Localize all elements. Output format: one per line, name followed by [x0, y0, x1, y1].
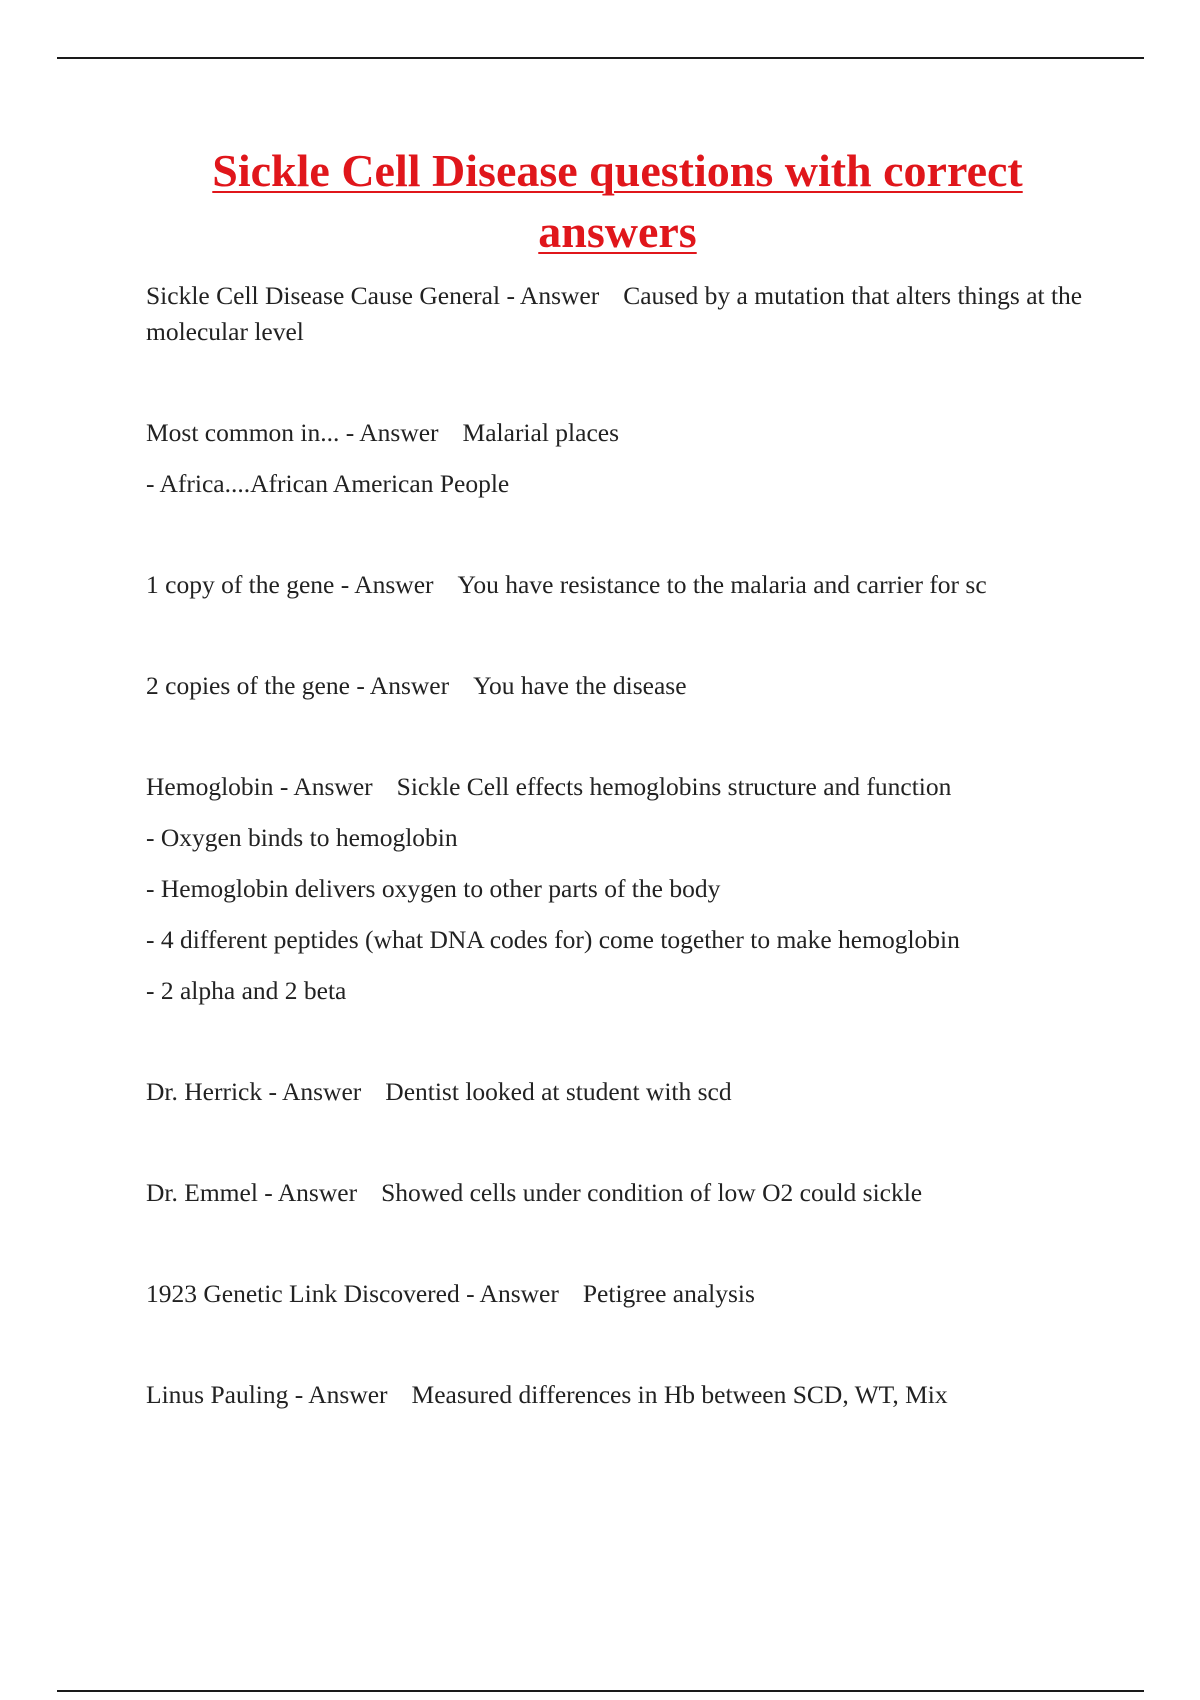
answer-label: - Answer	[288, 1380, 388, 1409]
qa-item	[146, 415, 1086, 502]
answer-text: Sickle Cell effects hemoglobins structure and function	[396, 772, 952, 801]
answer-label: - Answer	[459, 1279, 559, 1308]
qa-line	[146, 1175, 1086, 1211]
detail-line: - 2 alpha and 2 beta	[146, 976, 347, 1005]
answer-text: You have the disease	[473, 671, 687, 700]
bottom-rule	[57, 1690, 1144, 1692]
qa-line	[146, 1377, 1086, 1413]
answer-label: - Answer	[334, 570, 434, 599]
qa-line	[146, 1074, 1086, 1110]
answer-label: - Answer	[500, 281, 600, 310]
answer-text: Dentist looked at student with scd	[385, 1077, 732, 1106]
detail-line: - Africa....African American People	[146, 469, 510, 498]
qa-list	[146, 278, 1086, 1413]
answer-label: - Answer	[349, 671, 450, 700]
answer-text: Showed cells under condition of low O2 could sickle	[381, 1178, 923, 1207]
qa-line	[146, 1276, 1086, 1312]
qa-line	[146, 769, 1086, 805]
qa-item	[146, 668, 1086, 704]
answer-text: Malarial places	[462, 418, 620, 447]
qa-line	[146, 278, 1086, 350]
qa-item	[146, 1276, 1086, 1312]
qa-item	[146, 1377, 1086, 1413]
qa-item	[146, 1175, 1086, 1211]
answer-text: Measured differences in Hb between SCD, WT, Mix	[411, 1380, 948, 1409]
detail-line: - Oxygen binds to hemoglobin	[146, 823, 458, 852]
detail-line: - Hemoglobin delivers oxygen to other parts of the body	[146, 874, 721, 903]
question-text: Linus Pauling	[146, 1380, 289, 1409]
question-text: Sickle Cell Disease Cause General	[146, 281, 501, 310]
question-text: Most common in...	[146, 418, 340, 447]
question-text: Hemoglobin	[146, 772, 274, 801]
answer-text: You have resistance to the malaria and carrier for sc	[457, 570, 987, 599]
answer-label: - Answer	[257, 1178, 358, 1207]
qa-item	[146, 567, 1086, 603]
answer-label: - Answer	[339, 418, 439, 447]
page-title: Sickle Cell Disease questions with correct answers	[212, 145, 1023, 257]
qa-line	[146, 415, 1086, 451]
question-text: 1 copy of the gene	[146, 570, 335, 599]
answer-text: Caused by a mutation that alters things at the molecular level	[146, 281, 1083, 346]
question-text: Dr. Herrick	[146, 1077, 263, 1106]
question-text: 2 copies of the gene	[146, 671, 350, 700]
question-text: 1923 Genetic Link Discovered	[146, 1279, 460, 1308]
question-text: Dr. Emmel	[146, 1178, 258, 1207]
detail-line: - 4 different peptides (what DNA codes for) come together to make hemoglobin	[146, 925, 960, 954]
qa-item	[146, 278, 1086, 350]
qa-item	[146, 769, 1086, 1009]
answer-text: Petigree analysis	[582, 1279, 755, 1308]
qa-line	[146, 567, 1086, 603]
answer-label: - Answer	[262, 1077, 362, 1106]
top-rule	[57, 57, 1144, 59]
answer-label: - Answer	[273, 772, 373, 801]
qa-item	[146, 1074, 1086, 1110]
qa-line	[146, 668, 1086, 704]
